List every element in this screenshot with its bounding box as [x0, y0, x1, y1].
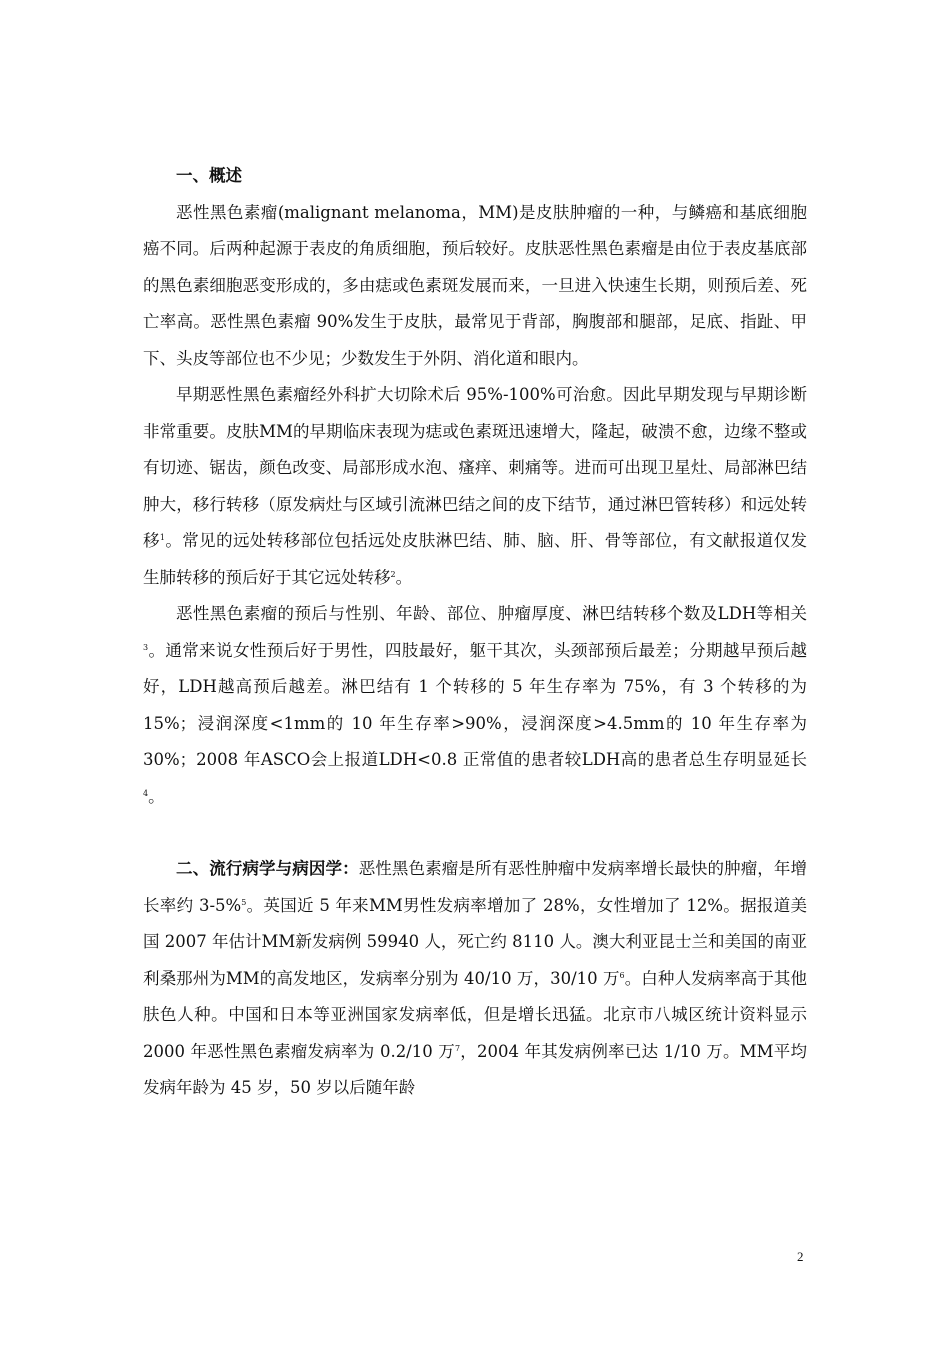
paragraph-epidemiology	[143, 851, 807, 1107]
paragraph-text: ，2004 年其发病例率已达 1/10 万。MM平均发病年龄为 45 岁，50 岁以后随年龄	[143, 1041, 807, 1097]
paragraph-text: 恶性黑色素瘤的预后与性别、年龄、部位、肿瘤厚度、淋巴结转移个数及LDH等相关	[176, 604, 807, 623]
reference-marker: 7	[454, 1043, 461, 1053]
paragraph-text: 恶性黑色素瘤是所有恶性肿瘤中发病率增长最快的肿瘤，年增长率约 3-5%	[143, 859, 808, 915]
paragraph-text: 。白种人发病率高于其他肤色人种。中国和日本等亚洲国家发病率低，但是增长迅猛。北京市八城区统计资料显示 2000 年恶性黑色素瘤发病率为 0.2/10 万	[143, 968, 808, 1061]
reference-marker: 5	[241, 897, 247, 907]
section-heading-epidemiology: 二、流行病学与病因学：	[176, 859, 359, 878]
reference-marker: 3	[143, 642, 149, 652]
section-heading-overview: 一、概述	[176, 166, 242, 185]
paragraph-text: 。常见的远处转移部位包括远处皮肤淋巴结、肺、脑、肝、骨等部位，有文献报道仅发生肺转移的预后好于其它远处转移	[143, 531, 808, 587]
paragraph-early-treatment	[143, 377, 807, 596]
reference-marker: 1	[159, 533, 165, 542]
paragraph-text: 。	[148, 786, 165, 806]
section-spacer	[143, 815, 807, 851]
paragraph-text: 。	[395, 567, 413, 587]
page-number: 2	[797, 1249, 804, 1264]
reference-marker: 4	[143, 788, 149, 798]
paragraph-prognosis	[143, 596, 807, 815]
paragraph-text: 。通常来说女性预后好于男性，四肢最好，躯干其次，头颈部预后最差；分期越早预后越好，LDH越高预后越差。淋巴结有 1 个转移的 5 年生存率为 75%，有 3 个转移的为 15%；浸润深度<1mm的 10 年生存率>90%，浸润深度>4.5mm的 10 年生存率为 30%；2008 年ASCO会上报道LDH<0.8 正常值的患者较LDH高的患者总生存明显延长	[143, 640, 807, 769]
reference-marker: 6	[619, 970, 625, 980]
paragraph-definition	[143, 195, 807, 378]
paragraph-text: 早期恶性黑色素瘤经外科扩大切除术后 95%-100%可治愈。因此早期发现与早期诊断非常重要。皮肤MM的早期临床表现为痣或色素斑迅速增大，隆起，破溃不愈，边缘不整或有切迹、锯齿，颜色改变、局部形成水泡、瘙痒、刺痛等。进而可出现卫星灶、局部淋巴结肿大，移行转移（原发病灶与区域引流淋巴结之间的皮下结节，通过淋巴管转移）和远处转移	[143, 385, 807, 550]
paragraph-text: 恶性黑色素瘤(malignant melanoma，MM)是皮肤肿瘤的一种，与鳞癌和基底细胞癌不同。后两种起源于表皮的角质细胞，预后较好。皮肤恶性黑色素瘤是由位于表皮基底部的黑色素细胞恶变形成的，多由痣或色素斑发展而来，一旦进入快速生长期，则预后差、死亡率高。恶性黑色素瘤 90%发生于皮肤，最常见于背部，胸腹部和腿部，足底、指趾、甲下、头皮等部位也不少见；少数发生于外阴、消化道和眼内。	[143, 202, 807, 368]
reference-marker: 2	[390, 569, 396, 579]
paragraph-text: 。英国近 5 年来MM男性发病率增加了 28%，女性增加了 12%。据报道美国 2007 年估计MM新发病例 59940 人，死亡约 8110 人。澳大利亚昆士兰和美国的南亚利桑那州为MM的高发地区，发病率分别为 40/10 万，30/10 万	[143, 895, 807, 988]
document-body	[143, 158, 807, 1107]
